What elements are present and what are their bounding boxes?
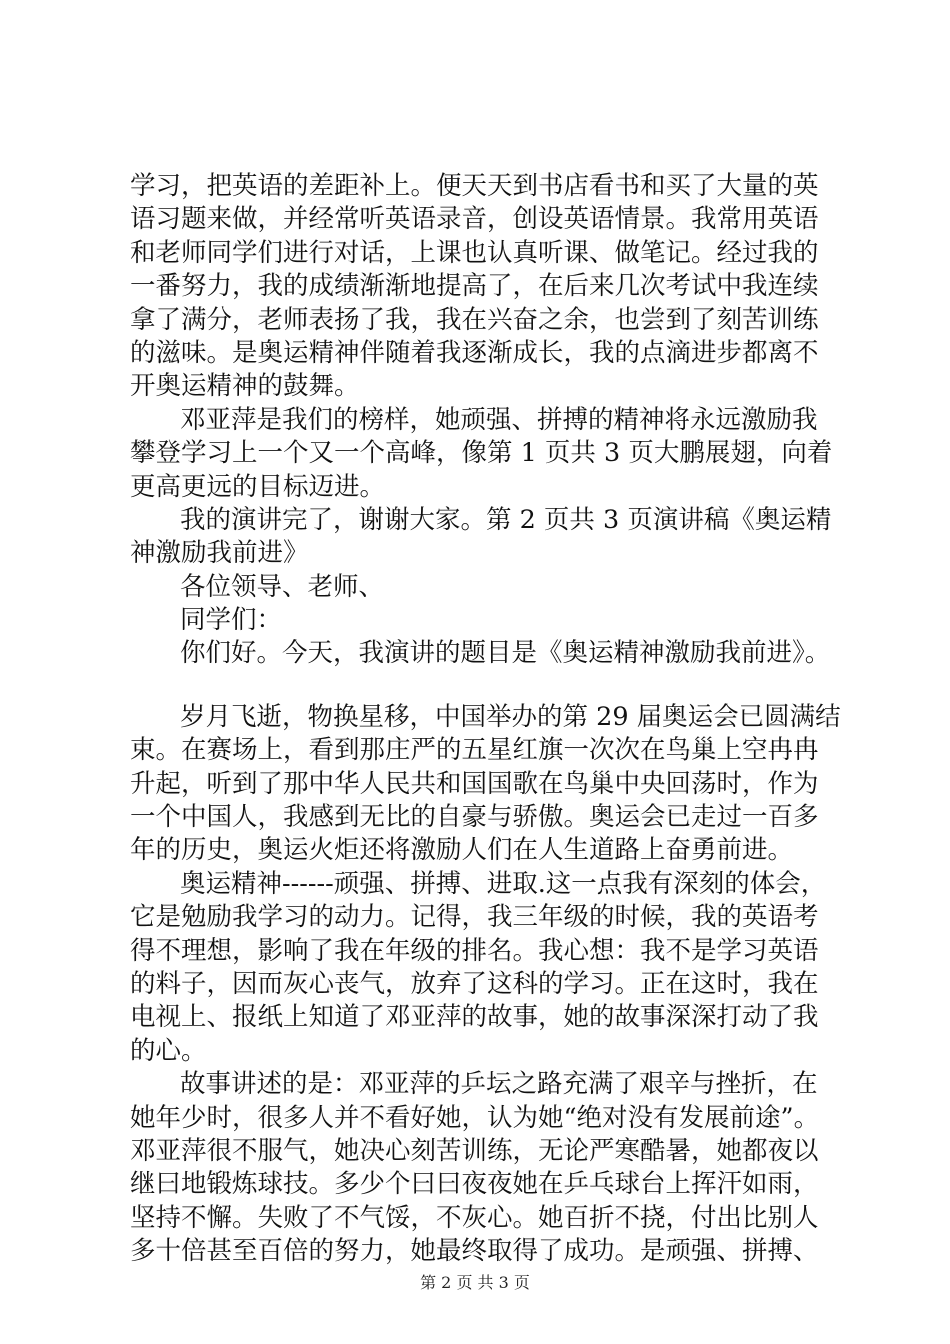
text-line: 和老师同学们进行对话，上课也认真听课、做笔记。经过我的: [130, 237, 819, 268]
text-line: 神激励我前进》: [130, 538, 309, 569]
text-line: 它是勉励我学习的动力。记得，我三年级的时候，我的英语考: [130, 902, 819, 933]
text-line: 故事讲述的是：邓亚萍的乒坛之路充满了艰辛与挫折，在: [180, 1069, 818, 1100]
text-line: 继曰地锻炼球技。多少个曰曰夜夜她在乒乓球台上挥汗如雨，: [130, 1169, 819, 1200]
text-line: 你们好。今天，我演讲的题目是《奥运精神激励我前进》。: [180, 638, 831, 669]
text-line: 一个中国人，我感到无比的自豪与骄傲。奥运会已走过一百多: [130, 802, 819, 833]
text-line: 年的历史，奥运火炬还将激励人们在人生道路上奋勇前进。: [130, 835, 794, 866]
text-line: 语习题来做，并经常听英语录音，创设英语情景。我常用英语: [130, 204, 819, 235]
text-line: 奥运精神------顽强、拼搏、进取.这一点我有深刻的体会，: [180, 868, 827, 899]
text-line: 岁月飞逝，物换星移，中国举办的第 29 届奥运会已圆满结: [180, 701, 841, 732]
text-line: 的料子，因而灰心丧气，放弃了这科的学习。正在这时，我在: [130, 968, 819, 999]
text-line: 的滋味。是奥运精神伴随着我逐渐成长，我的点滴进步都离不: [130, 337, 819, 368]
text-line: 得不理想，影响了我在年级的排名。我心想：我不是学习英语: [130, 935, 819, 966]
text-line: 更高更远的目标迈进。: [130, 471, 386, 502]
text-line: 多十倍甚至百倍的努力，她最终取得了成功。是顽强、拼搏、: [130, 1236, 819, 1267]
text-line: 束。在赛场上，看到那庄严的五星红旗一次次在鸟巢上空冉冉: [130, 735, 819, 766]
text-line: 邓亚萍是我们的榜样，她顽强、拼搏的精神将永远激励我: [180, 404, 818, 435]
text-line: 学习，把英语的差距补上。便天天到书店看书和买了大量的英: [130, 171, 819, 201]
text-line: 开奥运精神的鼓舞。: [130, 371, 360, 402]
text-line: 我的演讲完了，谢谢大家。第 2 页共 3 页演讲稿《奥运精: [180, 504, 832, 535]
paragraph-gap: [130, 671, 830, 701]
document-body: [130, 170, 841, 1269]
text-line: 邓亚萍很不服气，她决心刻苦训练，无论严寒酷暑，她都夜以: [130, 1135, 819, 1166]
text-line: 各位领导、老师、: [180, 571, 385, 602]
text-line: 她年少时，很多人并不看好她，认为她“绝对没有发展前途”。: [130, 1102, 820, 1133]
text-line: 同学们：: [180, 605, 283, 636]
text-line: 一番努力，我的成绩渐渐地提高了，在后来几次考试中我连续: [130, 271, 819, 302]
text-line: 的心。: [130, 1035, 207, 1066]
text-line: 升起，听到了那中华人民共和国国歌在鸟巢中央回荡时，作为: [130, 768, 819, 799]
text-line: 坚持不懈。失败了不气馁，不灰心。她百折不挠，付出比别人: [130, 1202, 819, 1233]
text-line: 拿了满分，老师表扬了我，我在兴奋之余，也尝到了刻苦训练: [130, 304, 819, 335]
page-footer: 第 2 页 共 3 页: [420, 1273, 530, 1292]
text-line: 电视上、报纸上知道了邓亚萍的故事，她的故事深深打动了我: [130, 1002, 819, 1033]
text-line: 攀登学习上一个又一个高峰，像第 1 页共 3 页大鹏展翅，向着: [130, 438, 833, 469]
